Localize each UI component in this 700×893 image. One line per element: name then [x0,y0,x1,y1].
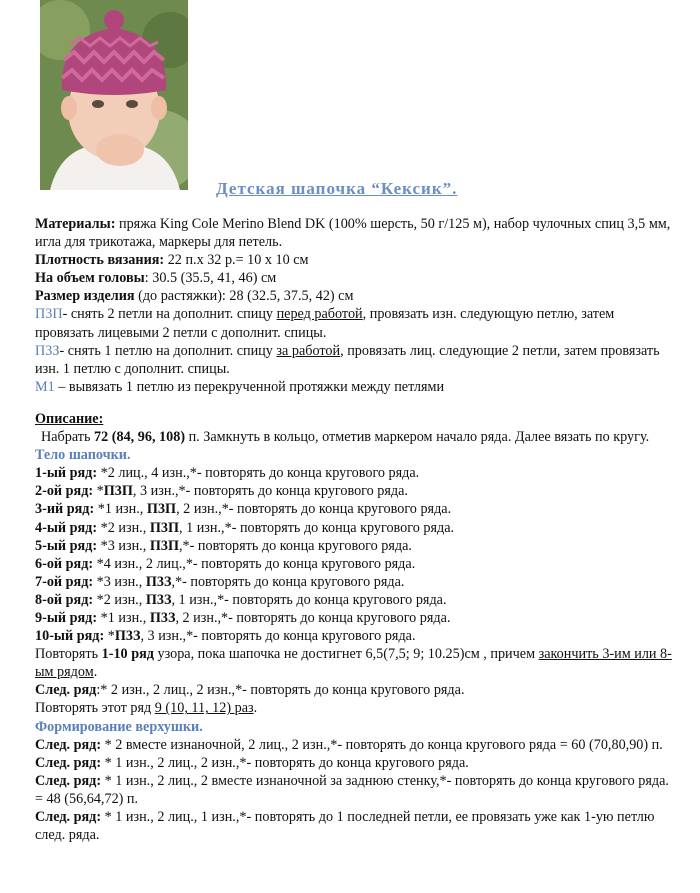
repeat-paragraph: Повторять 1-10 ряд узора, пока шапочка не достигнет 6,5(7,5; 9; 10.25)см , причем закончить 3-им или 8-ым рядом. [35,646,672,681]
row-label: След. ряд: [35,754,102,771]
top-row [35,808,675,844]
pattern-content [35,215,675,844]
head-label: На объем головы [35,270,145,287]
baby-hat-photo [40,0,188,190]
p3z-text-2: , провязать лиц. следующие 2 петли, затем провязать изн. 1 петлю с дополнит. спицы. [35,342,660,377]
pattern-row [35,555,675,573]
pattern-row [35,627,675,645]
p3p-underlined: перед работой [276,306,363,323]
top-row [35,772,675,808]
row-label: 4-ый ряд: [35,519,98,536]
m1-text: – вывязать 1 петлю из перекрученной протяжки между петлями [54,378,445,395]
row-text: *П3П, 3 изн.,*- повторять до конца кругового ряда. [93,483,408,500]
pattern-row [35,482,675,500]
next-row-paragraph: След. ряд:* 2 изн., 2 лиц., 2 изн.,*- повторять до конца кругового ряда. [35,682,465,699]
repeat-row-paragraph: Повторять этот ряд 9 (10, 11, 12) раз. [35,700,258,717]
row-text: * 1 изн., 2 лиц., 2 вместе изнаночной за заднюю стенку,*- повторять до конца кругового ряда. = 48 (56,64,72) п. [35,772,669,807]
p3p-definition [35,305,675,341]
p3p-text-1: - снять 2 петли на дополнит. спицу [62,306,277,323]
row-text: *3 изн., П3З,*- повторять до конца кругового ряда. [93,573,405,590]
top-section-heading: Формирование верхушки. [35,718,203,735]
row-label: 8-ой ряд: [35,591,94,608]
body-section-heading: Тело шапочки. [35,447,131,464]
head-text: : 30.5 (35.5, 41, 46) см [144,270,277,287]
rows-list [35,464,675,645]
row-label: 5-ый ряд: [35,537,98,554]
row-label: След. ряд: [35,809,102,825]
row-text: *2 изн., П3П, 1 изн.,*- повторять до конца кругового ряда. [97,519,455,536]
pattern-row [35,537,675,555]
gauge-paragraph [35,251,675,269]
cast-on-paragraph: Набрать 72 (84, 96, 108) п. Замкнуть в кольцо, отметив маркером начало ряда. Далее вязать по кругу. [41,429,650,446]
row-label: 2-ой ряд: [35,483,94,500]
row-label: 1-ый ряд: [35,465,98,482]
materials-text: пряжа King Cole Merino Blend DK (100% шерсть, 50 г/125 м), набор чулочных спиц 3,5 мм, игла для трикотажа, маркеры для петель. [35,216,671,251]
size-label: Размер изделия [35,288,135,305]
row-text: *П3З, 3 изн.,*- повторять до конца кругового ряда. [104,628,416,645]
size-text: (до растяжки): 28 (32.5, 37.5, 42) см [134,288,354,305]
head-paragraph [35,269,675,287]
pattern-row [35,519,675,537]
p3z-underlined: за работой [276,342,341,359]
p3z-definition [35,342,675,378]
m1-abbr: М1 [35,378,55,395]
row-label: 6-ой ряд: [35,555,94,572]
size-paragraph [35,287,675,305]
row-label: След. ряд: [35,736,102,753]
row-label: 10-ый ряд: [35,628,105,645]
materials-paragraph [35,215,675,251]
top-row [35,754,675,772]
pattern-row [35,464,675,482]
row-text: *3 изн., П3П,*- повторять до конца кругового ряда. [97,537,412,554]
p3p-text-2: , провязать изн. следующую петлю, затем провязать лицевыми 2 петли с дополнит. спицы. [35,306,615,341]
gauge-text: 22 п.х 32 р.= 10 х 10 см [164,252,309,269]
pattern-row [35,591,675,609]
row-text: * 1 изн., 2 лиц., 2 изн.,*- повторять до конца кругового ряда. [101,754,469,771]
row-text: * 2 вместе изнаночной, 2 лиц., 2 изн.,*- повторять до конца кругового ряда = 60 (70,80,90) п. [101,736,663,753]
row-label: 7-ой ряд: [35,573,94,590]
pattern-row [35,573,675,591]
top-rows-list [35,736,675,845]
gauge-label: Плотность вязания: [35,252,165,269]
row-label: След. ряд: [35,772,102,789]
top-row [35,736,675,754]
p3z-text-1: - снять 1 петлю на дополнит. спицу [59,342,277,359]
m1-definition [35,378,675,396]
row-text: * 1 изн., 2 лиц., 1 изн.,*- повторять до 1 последней петли, ее провязать уже как 1-ую петлю след. ряда. [35,809,655,844]
row-label: 3-ий ряд: [35,501,95,518]
pattern-row [35,500,675,518]
description-heading: Описание: [35,410,104,427]
row-label: 9-ый ряд: [35,609,98,626]
row-text: *1 изн., П3З, 2 изн.,*- повторять до конца кругового ряда. [97,609,451,626]
row-text: *4 изн., 2 лиц.,*- повторять до конца кругового ряда. [93,555,416,572]
materials-label: Материалы: [35,216,116,232]
pattern-row [35,609,675,627]
row-text: *2 изн., П3З, 1 изн.,*- повторять до конца кругового ряда. [93,591,447,608]
cast-on-count: 72 (84, 96, 108) [94,429,186,446]
row-text: *2 лиц., 4 изн.,*- повторять до конца кругового ряда. [97,465,420,482]
p3p-abbr: П3П [35,306,63,323]
row-text: *1 изн., П3П, 2 изн.,*- повторять до конца кругового ряда. [94,501,452,518]
page-title: Детская шапочка “Кексик”. [216,179,458,198]
p3z-abbr: П3З [35,342,60,359]
